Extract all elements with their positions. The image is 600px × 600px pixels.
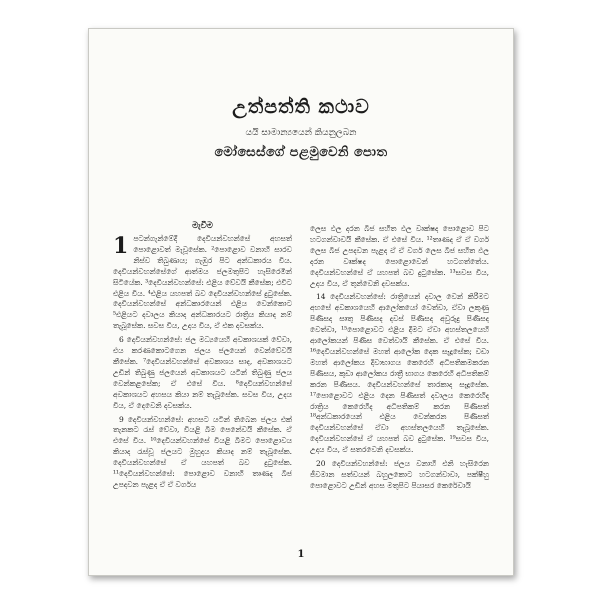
paragraph: 9 දෙවියන්වහන්සේ: අහසට යටින් තිබෙන ජලය එක් තැනකට රැස් වේවා, වියළි බිම පෙනේවයි කීසේක. ඒ එසේ විය. ¹⁰දෙවියන්වහන්සේ වියළි බිමට පොළොවය කියාද රැස්වූ ජලයට මුහුදය කියාද නම් තැබූසේක. දෙවියන්වහන්සේ ඒ යහපත් බව දුටුසේක. ¹¹දෙවියන්වහන්සේ: පොළොව වනාහි තෘණද බීජ උපදවන පැළද ඒ ඒ වර්ගය [113,414,292,489]
page-number: 1 [297,549,305,560]
paragraph: ලෙස ඵල දරන බීජ සහිත ඵල වෘක්ෂද පොළොව පිට හටගන්වාවයි කීසේක. ඒ එසේ විය. ¹²තෘණද ඒ ඒ වර්ග ලෙස බීජ උපදවන පැළද ඒ ඒ වර්ග ලෙස බීජ සහිත ඵල දරන වෘක්ෂද පොළොවෙන් හටගත්තේය. දෙවියන්වහන්සේ ඒ යහපත් බව දුටුසේක. ¹³සවස විය, උදය විය, ඒ තුන්වෙනි දවසක්ය. [310,224,489,288]
chapter-number: 1 [113,233,129,259]
page-header [89,95,513,161]
book-page [88,28,514,576]
book-subtitle: යයි සාමාන්‍යයෙන් කියනුලබන [245,128,357,138]
left-column [113,220,292,542]
book-name: මෝසෙස්ගේ පළමුවෙනි පොත [214,145,388,160]
section-heading: මැවීම [192,221,213,231]
paragraph-text: පටන්ගැන්මේදී දෙවියන්වහන්සේ අහසත් පොළොවත් මැවූසේක. ²පොළොව වනාහි සාරව නිස්ව තිබුණාය; ගැඹුර පිට අන්ධකාරය විය. දෙවියන්වහන්සේගේ ආත්මය ජලමතුපිට හැසිරෙමින් සිටියේක. ³දෙවියන්වහන්සේ: එළිය වේවයි කීසේක; එවිට එළිය විය. ⁴එළිය යහපත් බව දෙවියන්වහන්සේ දුටුසේක. දෙවියන්වහන්සේ අන්ධකාරයෙන් එළිය වෙන්කොට ⁵එළියට දවාලය කියාද අන්ධකාරයට රාත්‍රිය කියාද නම් තැබූසේක. සවස විය, උදය විය, ඒ එක දවසක්ය. [113,234,292,331]
text-columns [113,220,489,542]
paragraph [113,234,292,332]
right-column [310,224,489,542]
paragraph: 20 දෙවියන්වහන්සේ: ජලය වනාහි එනි හැසිරෙන ජීවමාන සත්වයන් බහුලකොට හටගන්වාවා, පක්ෂීහු පොළොවට උඩින් අහස මතුපිට පියාසර කෙරේවායි [310,459,489,490]
paragraph: 6 දෙවියන්වහන්සේ: ජල මධ්‍යයෙහි අවකාශයක් වේවා, එය කරණකොටගෙන ජලය ජලයෙන් වෙන්වේවයි කීසේක. ⁷දෙවියන්වහන්සේ අවකාශය සාද, අවකාශයට උඩින් තිබුණු ජලයෙන් අවකාශයට යටින් තිබුණු ජලය වෙන්කළසේක; ඒ එසේ විය. ⁸දෙවියන්වහන්සේ අවකාශයට අහසය කියා නම් තැබූසේක. සවස විය, උදය විය, ඒ දෙවෙනි දවසක්ය. [113,335,292,410]
book-title: උත්පත්ති කථාව [232,96,370,118]
paragraph: 14 දෙවියන්වහන්සේ: රාත්‍රියෙන් දවාල වෙන් කිරීමට අහසේ අවකාශයෙහි ආලෝකයෝ වෙත්වා, ඒවා ලකුණු පිණිසද සෘතු පිණිසද දවස් පිණිසද අවුරුදු පිණිසද වෙත්වා, ¹⁵පොළොවට එළිය දීමට ඒවා අහස්තලයෙහි ආලෝකයන් පිණිස වෙත්වායි කීසේක. ඒ එසේ විය. ¹⁶දෙවියන්වහන්සේ මහත් ආලෝක දෙක සෑදූසේක; වඩා මහත් ආලෝකය දිවාභාගය කෙරෙහි අධිපතිකමකරන පිණිසය, කුඩා ආලෝකය රාත්‍රී භාගය කෙරෙහි අධිපතිකම් කරන පිණිසය. දෙවියන්වහන්සේ තාරකාද සෑදූසේක. ¹⁷පොළොවට එළිය දෙන පිණිසත් දවාලය කෙරෙහිද රාත්‍රිය කෙරෙහිද අධිපතිකම් කරන පිණිසත් ¹⁸අන්ධකාරයෙන් එළිය වෙන්කරන පිණිසත් දෙවියන්වහන්සේ ඒවා අහස්තලයෙහි තැබූසේක. දෙවියන්වහන්සේ ඒ යහපත් බව දුටුසේක. ¹⁹සවස විය, උදය විය, ඒ සතරවෙනි දවසක්ය. [310,292,489,455]
